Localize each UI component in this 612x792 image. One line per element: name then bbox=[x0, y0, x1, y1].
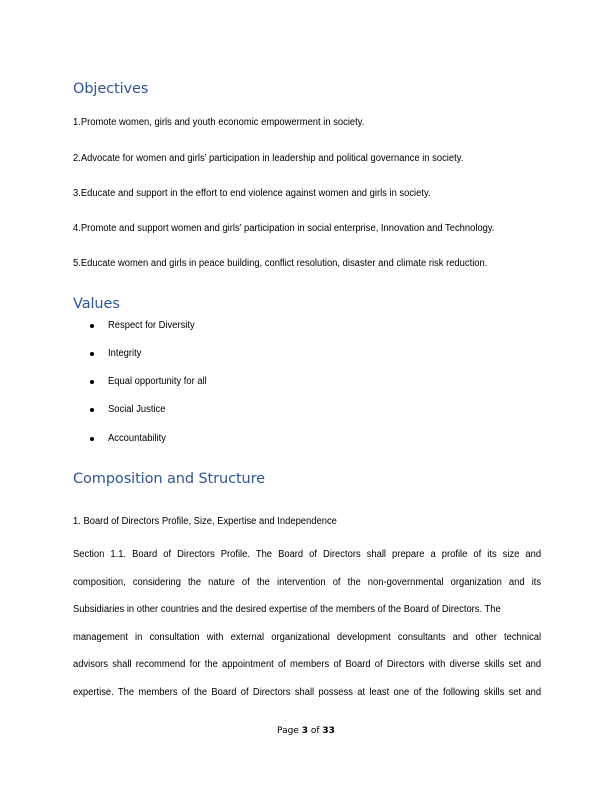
objective-item: 4.Promote and support women and girls’ participation in social enterprise, Innovation and Technology. bbox=[73, 223, 495, 234]
paragraph-line-text: advisors shall recommend for the appointment of members of Board of Directors with diverse skills set and bbox=[73, 659, 542, 670]
paragraph-line bbox=[73, 577, 541, 588]
bullet-icon bbox=[90, 352, 94, 356]
bullet-icon bbox=[90, 380, 94, 384]
page-footer bbox=[0, 726, 612, 736]
paragraph-line-text: Subsidiaries in other countries and the desired expertise of the members of the Board of Directors. The bbox=[73, 604, 501, 615]
objective-item: 2.Advocate for women and girls’ participation in leadership and political governance in society. bbox=[73, 153, 464, 164]
total-pages-number: 33 bbox=[322, 726, 335, 736]
of-label: of bbox=[310, 726, 320, 736]
value-item bbox=[108, 376, 213, 387]
page-label: Page bbox=[277, 726, 299, 736]
values-heading: Values bbox=[73, 296, 120, 312]
paragraph-line-text: expertise. The members of the Board of Directors shall possess at least one of the following skills set and bbox=[73, 687, 542, 698]
value-item-label: Accountability bbox=[108, 433, 167, 444]
paragraph-line-text: composition, considering the nature of the intervention of the non-governmental organization and its bbox=[73, 577, 542, 588]
paragraph-line bbox=[73, 632, 541, 643]
value-item bbox=[108, 348, 144, 359]
composition-heading: Composition and Structure bbox=[73, 471, 266, 487]
paragraph-line bbox=[73, 659, 541, 670]
objective-item: 3.Educate and support in the effort to end violence against women and girls in society. bbox=[73, 188, 431, 199]
section-subheading: 1. Board of Directors Profile, Size, Expertise and Independence bbox=[73, 516, 337, 527]
value-item bbox=[108, 433, 170, 444]
paragraph-line bbox=[73, 549, 541, 560]
value-item-label: Social Justice bbox=[108, 404, 166, 415]
current-page-number: 3 bbox=[301, 726, 308, 736]
value-item bbox=[108, 320, 200, 331]
objective-item: 1.Promote women, girls and youth economic empowerment in society. bbox=[73, 117, 365, 128]
paragraph-line bbox=[73, 604, 541, 615]
paragraph-line-text: Section 1.1. Board of Directors Profile. The Board of Directors shall prepare a profile of its size and bbox=[73, 549, 542, 560]
bullet-icon bbox=[90, 408, 94, 412]
value-item-label: Respect for Diversity bbox=[108, 320, 195, 331]
paragraph-line-text: management in consultation with external organizational development consultants and other technical bbox=[73, 632, 542, 643]
value-item-label: Equal opportunity for all bbox=[108, 376, 207, 387]
bullet-icon bbox=[90, 324, 94, 328]
paragraph-line bbox=[73, 687, 541, 698]
value-item bbox=[108, 404, 169, 415]
objectives-heading: Objectives bbox=[73, 81, 149, 97]
objective-item: 5.Educate women and girls in peace building, conflict resolution, disaster and climate risk reduction. bbox=[73, 258, 488, 269]
bullet-icon bbox=[90, 437, 94, 441]
value-item-label: Integrity bbox=[108, 348, 142, 359]
